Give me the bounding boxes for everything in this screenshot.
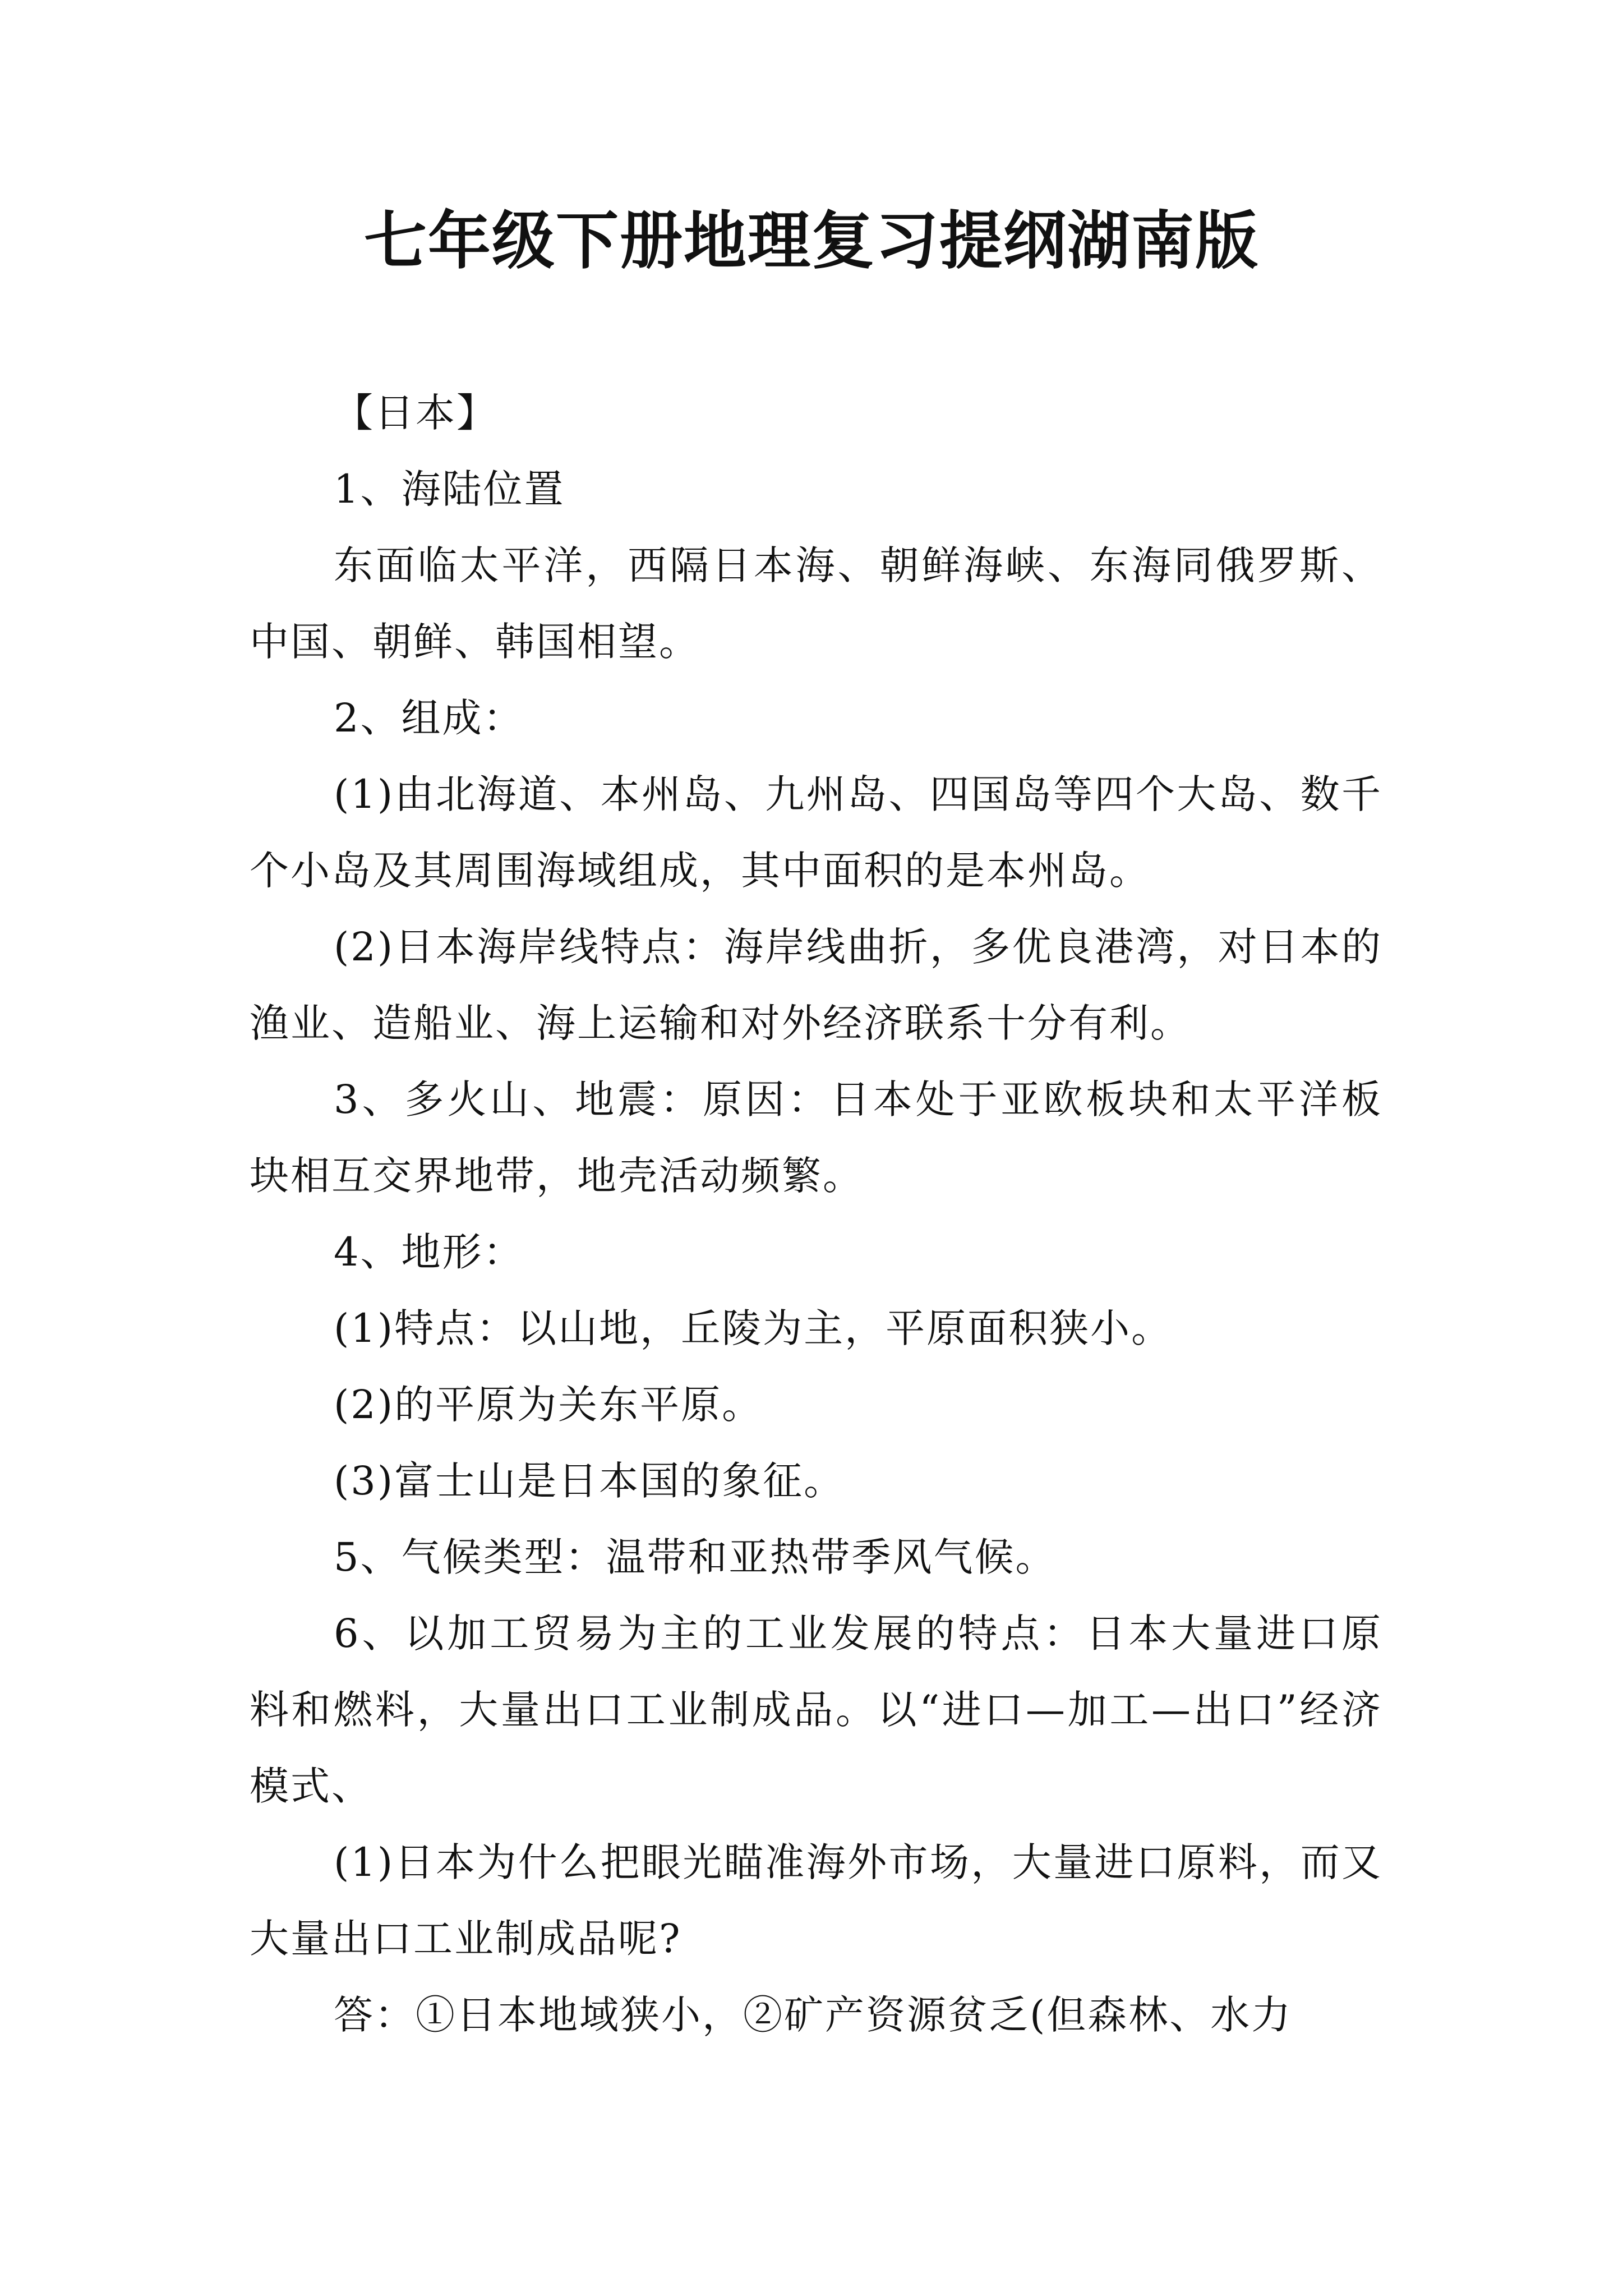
paragraph: 答：①日本地域狭小，②矿产资源贫乏(但森林、水力	[334, 1992, 1293, 2038]
paragraph: 东面临太平洋，西隔日本海、朝鲜海峡、东海同俄罗斯、中国、朝鲜、韩国相望。	[250, 542, 1382, 665]
document-title: 七年级下册地理复习提纲湖南版	[364, 205, 1259, 278]
paragraph: (2)日本海岸线特点：海岸线曲折，多优良港湾，对日本的渔业、造船业、海上运输和对外经济联系十分有利。	[250, 924, 1382, 1046]
paragraph: (1)由北海道、本州岛、九州岛、四国岛等四个大岛、数千个小岛及其周围海域组成，其中面积的是本州岛。	[250, 771, 1382, 894]
paragraph: 4、地形：	[334, 1229, 524, 1275]
paragraph: (1)特点：以山地，丘陵为主，平原面积狭小。	[334, 1305, 1173, 1351]
paragraph: 2、组成：	[334, 695, 524, 741]
paragraph: 3、多火山、地震：原因：日本处于亚欧板块和太平洋板块相互交界地带，地壳活动频繁。	[250, 1076, 1382, 1199]
paragraph: (2)的平原为关东平原。	[334, 1382, 763, 1428]
document-body	[250, 375, 1382, 2053]
paragraph: 5、气候类型：温带和亚热带季风气候。	[334, 1534, 1057, 1580]
paragraph: 6、以加工贸易为主的工业发展的特点：日本大量进口原料和燃料，大量出口工业制成品。以“进口—加工—出口”经济模式、	[250, 1611, 1382, 1809]
paragraph: (3)富士山是日本国的象征。	[334, 1458, 845, 1504]
paragraph: (1)日本为什么把眼光瞄准海外市场，大量进口原料，而又大量出口工业制成品呢?	[250, 1839, 1382, 1962]
paragraph: 1、海陆位置	[334, 466, 565, 512]
paragraph: 【日本】	[334, 390, 497, 436]
